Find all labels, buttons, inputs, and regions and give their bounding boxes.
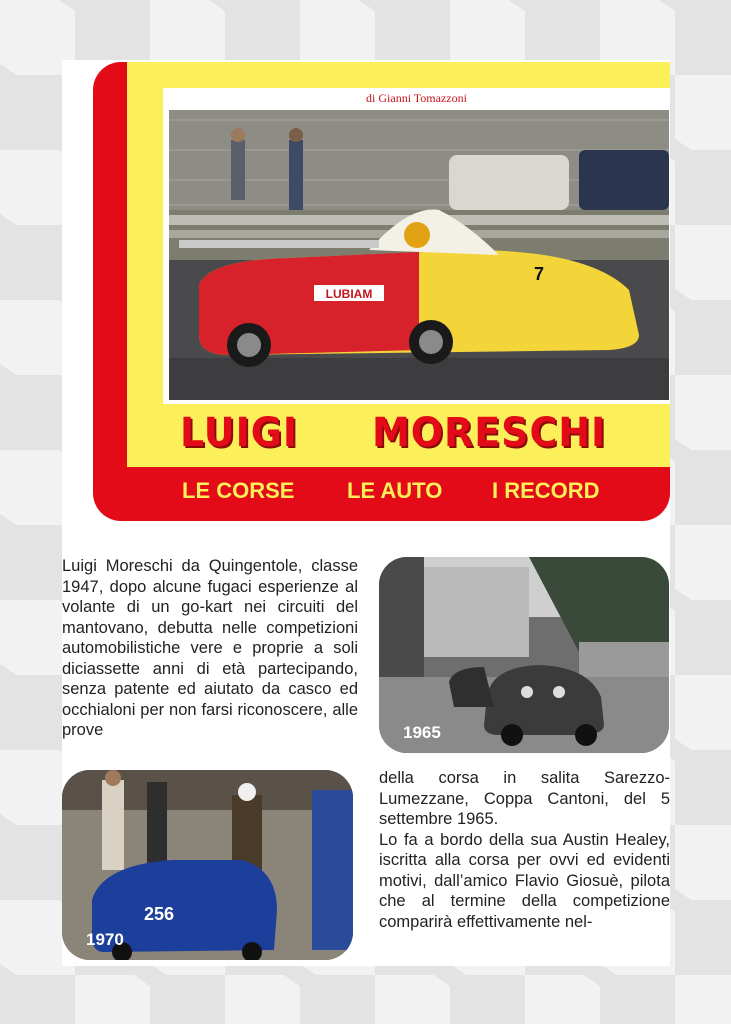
photo-1970-year: 1970 <box>86 930 124 949</box>
car-256-number: 256 <box>144 904 175 924</box>
article-paragraph-2: della corsa in salita Sarezzo-Lumezzane, Coppa Cantoni, del 5 settembre 1965. <box>379 769 670 828</box>
subtitle-corse: LE CORSE <box>182 478 295 503</box>
article-paragraph-1: Luigi Moreschi da Quingentole, classe 1947, dopo alcune fugaci esperienze al volante di un go-kart nei circuiti del mantovano, debutta nelle competizioni automobilistiche vere e proprie a soli diciassette anni di età partecipando, senza patente ed aiutato da casco ed occhialoni per non farsi riconoscere, alle prove <box>62 557 358 739</box>
photo-1965-year: 1965 <box>403 723 441 742</box>
car-number-text: 7 <box>534 264 545 284</box>
subtitle-record: I RECORD <box>492 478 600 503</box>
cover-photo-frame <box>163 88 670 404</box>
photo-1970-race-car <box>62 770 353 960</box>
article-left-column <box>62 556 358 741</box>
cover-race-car-photo <box>169 110 669 400</box>
car-sponsor-text: LUBIAM <box>325 287 373 301</box>
article-paragraph-3: Lo fa a bordo della sua Austin Healey, iscritta alla corsa per ovvi ed evidenti motivi, dall’amico Flavio Giosuè, pilota che al termine della competizione comparirà effettivamente nel- <box>379 830 670 931</box>
title-first-name: LUIGI <box>180 410 298 456</box>
subtitle-auto: LE AUTO <box>347 478 443 503</box>
title-last-name: MORESCHI <box>372 410 607 456</box>
byline: di Gianni Tomazzoni <box>366 91 467 105</box>
photo-1965-austin-healey <box>379 557 669 753</box>
article-right-column <box>379 768 670 932</box>
